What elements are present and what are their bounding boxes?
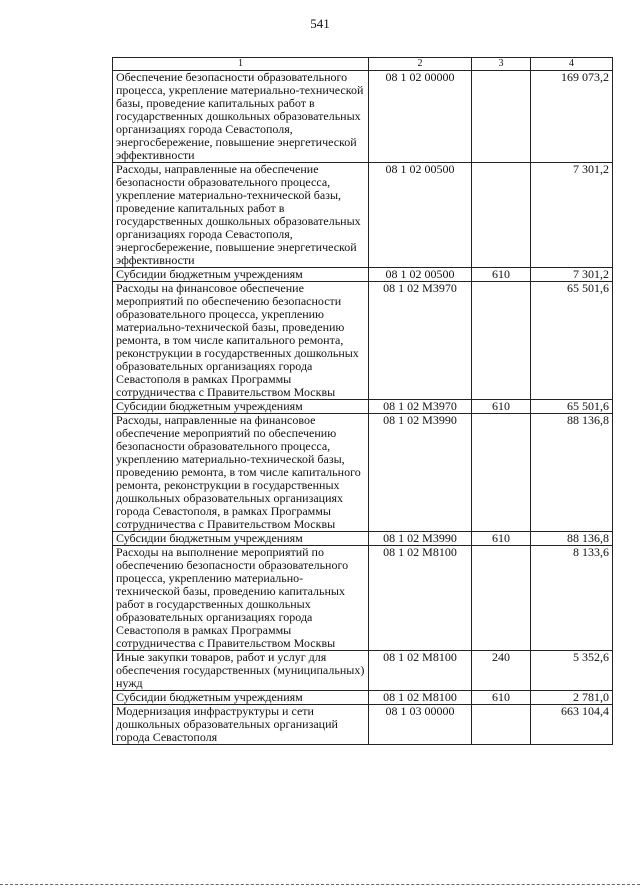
row-target-code: 08 1 02 00500: [369, 163, 472, 268]
row-target-code: 08 1 02 М8100: [369, 691, 472, 705]
table-header: [113, 58, 613, 71]
row-description: Иные закупки товаров, работ и услуг для обеспечения государственных (муниципальных) нужд: [113, 651, 369, 691]
row-expense-type: [472, 71, 531, 163]
row-target-code: 08 1 02 М3970: [369, 400, 472, 414]
row-amount: 169 073,2: [531, 71, 613, 163]
header-row: [113, 58, 613, 71]
row-expense-type: [472, 282, 531, 400]
bottom-divider: [0, 884, 640, 885]
row-expense-type: 610: [472, 400, 531, 414]
row-expense-type: 240: [472, 651, 531, 691]
row-target-code: 08 1 02 М3990: [369, 532, 472, 546]
row-description: Модернизация инфраструктуры и сети дошкольных образовательных организаций города Севастополя: [113, 705, 369, 745]
row-amount: 7 301,2: [531, 163, 613, 268]
row-expense-type: 610: [472, 691, 531, 705]
row-target-code: 08 1 02 М3990: [369, 414, 472, 532]
row-description: Субсидии бюджетным учреждениям: [113, 400, 369, 414]
table-row: [113, 268, 613, 282]
table-row: [113, 546, 613, 651]
row-expense-type: [472, 546, 531, 651]
table-row: [113, 400, 613, 414]
table-row: [113, 532, 613, 546]
row-amount: 65 501,6: [531, 282, 613, 400]
row-description: Субсидии бюджетным учреждениям: [113, 691, 369, 705]
table-row: [113, 282, 613, 400]
row-target-code: 08 1 02 00500: [369, 268, 472, 282]
row-amount: 5 352,6: [531, 651, 613, 691]
table-row: [113, 691, 613, 705]
header-col-2: 2: [369, 58, 472, 71]
table-row: [113, 651, 613, 691]
row-amount: 663 104,4: [531, 705, 613, 745]
row-description: Расходы, направленные на обеспечение безопасности образовательного процесса, укрепление материально-технической базы, проведение капитальных работ в государственных дошкольных образовательных организациях города Севастополя, энергосбережение, повышение энергетической эффективности: [113, 163, 369, 268]
header-col-3: 3: [472, 58, 531, 71]
row-description: Субсидии бюджетным учреждениям: [113, 268, 369, 282]
row-expense-type: [472, 163, 531, 268]
row-target-code: 08 1 02 М8100: [369, 546, 472, 651]
table-row: [113, 71, 613, 163]
table-body: [113, 71, 613, 745]
row-amount: 88 136,8: [531, 532, 613, 546]
row-expense-type: 610: [472, 268, 531, 282]
row-description: Расходы на выполнение мероприятий по обеспечению безопасности образовательного процесса, укреплению материально-технической базы, проведению капитальных работ в государственных дошкольных образовательных организациях города Севастополя в рамках Программы сотрудничества с Правительством Москвы: [113, 546, 369, 651]
row-target-code: 08 1 03 00000: [369, 705, 472, 745]
row-amount: 7 301,2: [531, 268, 613, 282]
row-amount: 2 781,0: [531, 691, 613, 705]
header-col-4: 4: [531, 58, 613, 71]
table-row: [113, 705, 613, 745]
row-amount: 65 501,6: [531, 400, 613, 414]
row-target-code: 08 1 02 М8100: [369, 651, 472, 691]
row-description: Расходы на финансовое обеспечение мероприятий по обеспечению безопасности образовательного процесса, укреплению материально-технической базы, проведению ремонта, в том числе капитального ремонта, реконструкции в государственных дошкольных образовательных организациях города Севастополя в рамках Программы сотрудничества с Правительством Москвы: [113, 282, 369, 400]
row-description: Субсидии бюджетным учреждениям: [113, 532, 369, 546]
row-expense-type: [472, 414, 531, 532]
header-col-1: 1: [113, 58, 369, 71]
row-expense-type: 610: [472, 532, 531, 546]
row-expense-type: [472, 705, 531, 745]
page-number: 541: [310, 16, 330, 31]
row-description: Расходы, направленные на финансовое обеспечение мероприятий по обеспечению безопасности образовательного процесса, укреплению материально-технической базы, проведению ремонта, в том числе капитального ремонта, реконструкции в государственных дошкольных образовательных организациях города Севастополя, в рамках Программы сотрудничества с Правительством Москвы: [113, 414, 369, 532]
row-description: Обеспечение безопасности образовательного процесса, укрепление материально-технической базы, проведение капитальных работ в государственных дошкольных образовательных организациях города Севастополя, энергосбережение, повышение энергетической эффективности: [113, 71, 369, 163]
row-target-code: 08 1 02 М3970: [369, 282, 472, 400]
table-row: [113, 163, 613, 268]
budget-table: [112, 57, 613, 745]
table-row: [113, 414, 613, 532]
row-amount: 8 133,6: [531, 546, 613, 651]
row-amount: 88 136,8: [531, 414, 613, 532]
row-target-code: 08 1 02 00000: [369, 71, 472, 163]
